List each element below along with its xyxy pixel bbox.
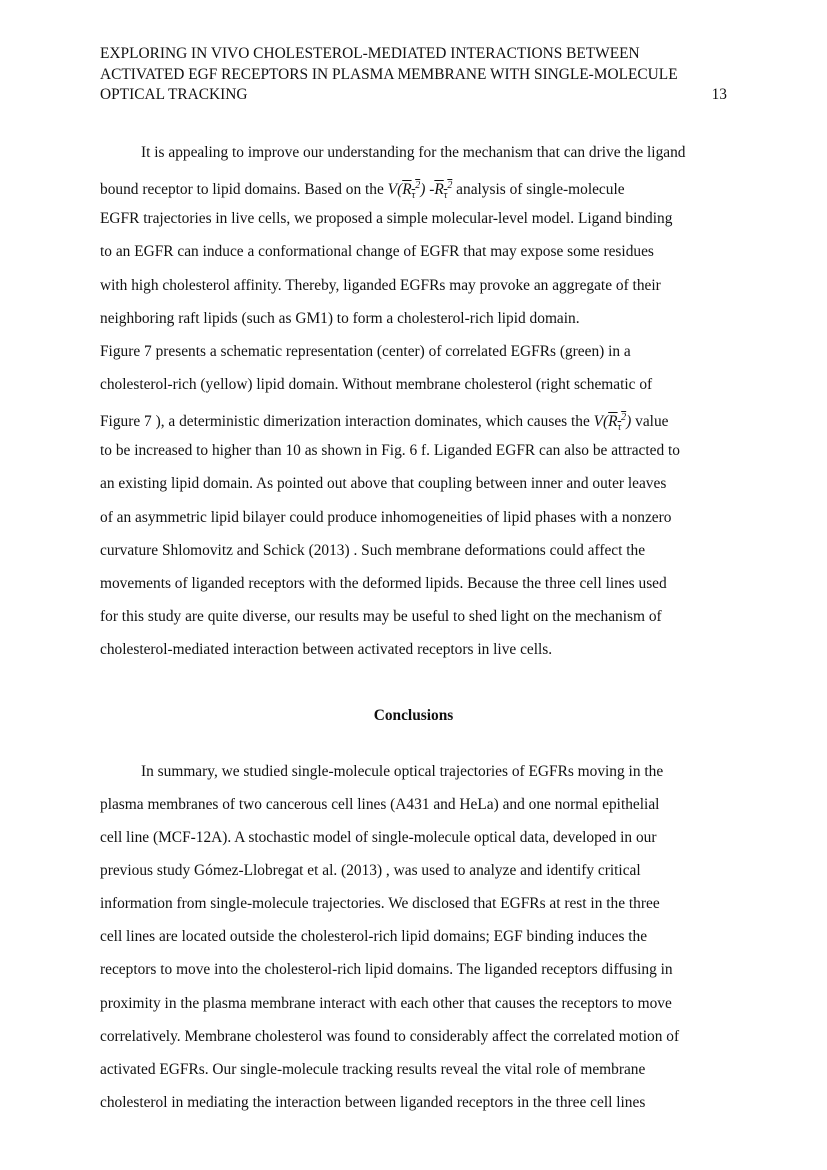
text-line: In summary, we studied single-molecule optical trajectories of EGFRs moving in the xyxy=(141,762,664,780)
text-line: cholesterol-mediated interaction between activated receptors in live cells. xyxy=(100,641,553,659)
text-line: an existing lipid domain. As pointed out above that coupling between inner and outer leaves xyxy=(100,475,667,493)
text-segment: Figure 7 ), a deterministic dimerization interaction dominates, which causes the xyxy=(100,413,594,431)
text-line: to an EGFR can induce a conformational change of EGFR that may expose some residues xyxy=(100,243,654,261)
text-line: movements of liganded receptors with the deformed lipids. Because the three cell lines used xyxy=(100,574,667,592)
text-line: proximity in the plasma membrane interact with each other that causes the receptors to move xyxy=(100,994,672,1012)
text-line: correlatively. Membrane cholesterol was found to considerably affect the correlated motion of xyxy=(100,1027,680,1045)
spacer xyxy=(100,670,727,703)
variance-formula: $V(R_\tau^2)$ xyxy=(593,412,632,434)
header-title-line-3-row xyxy=(100,85,727,106)
text-line: cell lines are located outside the cholesterol-rich lipid domains; EGF binding induces the xyxy=(100,928,648,946)
spacer xyxy=(100,737,727,759)
variance-formula: $V(R_\tau^2)$ xyxy=(387,180,426,202)
text-line: previous study Gómez-Llobregat et al. (2013) , was used to analyze and identify critical xyxy=(100,861,641,879)
text-line: for this study are quite diverse, our results may be useful to shed light on the mechanism of xyxy=(100,607,662,625)
running-header xyxy=(100,44,727,106)
text-line: of an asymmetric lipid bilayer could produce inhomogeneities of lipid phases with a nonzero xyxy=(100,508,672,526)
paragraph-conclusions xyxy=(100,759,727,1124)
text-line: Figure 7 presents a schematic representation (center) of correlated EGFRs (green) in a xyxy=(100,342,631,360)
paragraph-figure-7 xyxy=(100,339,727,670)
text-line: curvature Shlomovitz and Schick (2013) . Such membrane deformations could affect the xyxy=(100,541,646,559)
paragraph-model xyxy=(100,140,727,339)
text-segment: bound receptor to lipid domains. Based on the xyxy=(100,181,388,199)
text-line-with-math xyxy=(100,405,727,438)
mean-square-formula: $R_\tau^2$ xyxy=(434,180,453,202)
text-line: neighboring raft lipids (such as GM1) to form a cholesterol-rich lipid domain. xyxy=(100,309,580,327)
text-line: to be increased to higher than 10 as shown in Fig. 6 f. Liganded EGFR can also be attracted to xyxy=(100,442,680,460)
text-line: with high cholesterol affinity. Thereby, liganded EGFRs may provoke an aggregate of their xyxy=(100,276,661,294)
header-title-line-1: EXPLORING IN VIVO CHOLESTEROL-MEDIATED INTERACTIONS BETWEEN xyxy=(100,45,640,62)
text-segment: value xyxy=(631,413,669,431)
text-line: EGFR trajectories in live cells, we proposed a simple molecular-level model. Ligand binding xyxy=(100,210,673,228)
text-segment: analysis of single-molecule xyxy=(452,181,625,199)
text-line: It is appealing to improve our understanding for the mechanism that can drive the ligand xyxy=(141,144,686,161)
text-line: plasma membranes of two cancerous cell lines (A431 and HeLa) and one normal epithelial xyxy=(100,795,660,813)
header-title-line-3: OPTICAL TRACKING xyxy=(100,86,248,103)
page-number: 13 xyxy=(711,86,727,103)
text-line: cholesterol in mediating the interaction between liganded receptors in the three cell lines xyxy=(100,1093,646,1111)
text-line: activated EGFRs. Our single-molecule tracking results reveal the vital role of membrane xyxy=(100,1060,646,1078)
section-heading-conclusions: Conclusions xyxy=(373,707,454,725)
text-line-with-math: bound receptor to lipid domains. Based on the $V(R_\tau^2)$ $-R_\tau^2$ analysis of single-molecule xyxy=(100,180,625,202)
text-line: cell line (MCF-12A). A stochastic model of single-molecule optical data, developed in our xyxy=(100,828,657,846)
header-title-line-2: ACTIVATED EGF RECEPTORS IN PLASMA MEMBRANE WITH SINGLE-MOLECULE xyxy=(100,65,678,83)
text-line: cholesterol-rich (yellow) lipid domain. Without membrane cholesterol (right schematic of xyxy=(100,375,653,393)
text-line: information from single-molecule trajectories. We disclosed that EGFRs at rest in the three xyxy=(100,895,660,913)
text-line: receptors to move into the cholesterol-rich lipid domains. The liganded receptors diffusing in xyxy=(100,961,673,979)
page-body xyxy=(100,140,727,1123)
